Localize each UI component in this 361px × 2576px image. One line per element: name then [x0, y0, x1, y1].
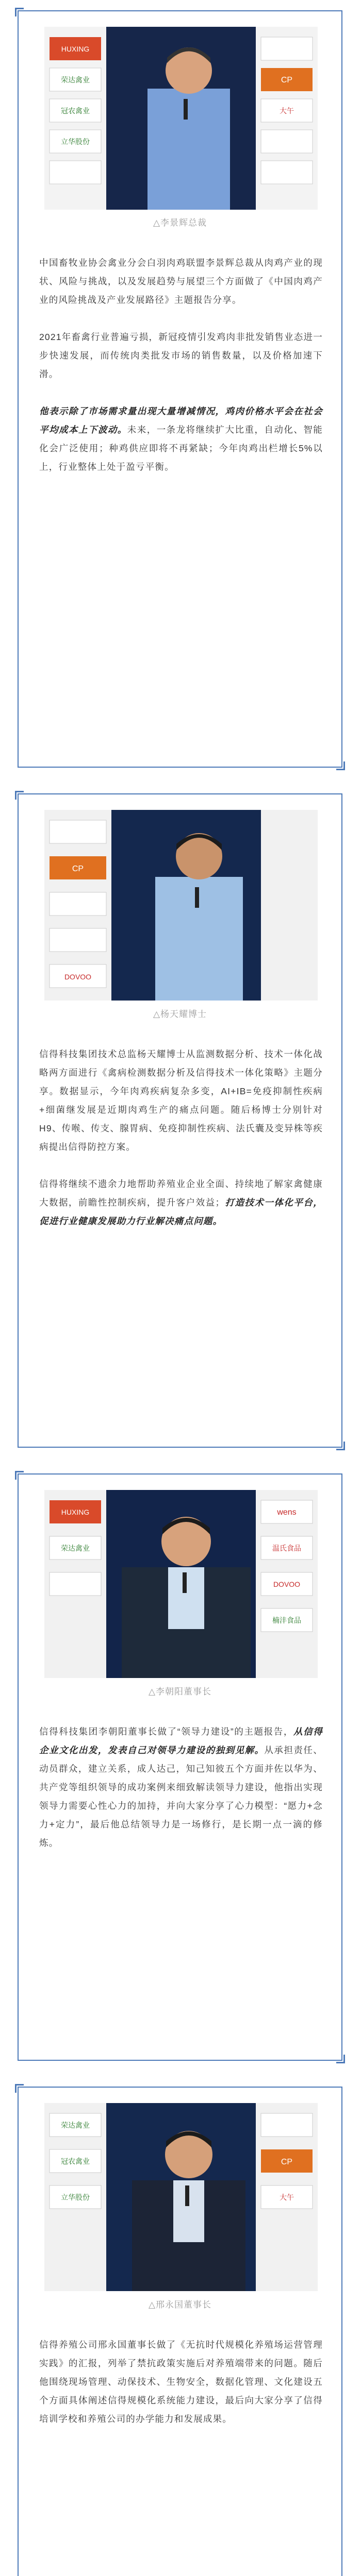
svg-text:荣达禽业: 荣达禽业: [61, 76, 90, 84]
body-text: 信得科技集团李朝阳董事长做了“领导力建设”的主题报告，: [39, 1726, 294, 1737]
paragraph: [39, 2335, 323, 2428]
svg-text:大午: 大午: [280, 2193, 294, 2201]
speaker-photo-yang-tianyao: [44, 810, 318, 1001]
speaker-photo-xing-yongguo: [44, 2103, 318, 2291]
body-text: 从承担责任、动员群众，建立关系，成人达己，知己知彼五个方面并佐以华为、共产党等组织领导的成功案例来细致解读领导力建设，他指出实现领导力需要心性心力的加持，并向大家分享了心力模型：“愿力+念力+定力”，最后他总结领导力是一场修行，是长期一点一滴的修炼。: [39, 1745, 323, 1848]
svg-text:立华股份: 立华股份: [61, 138, 90, 146]
section-card-yang-tianyao: [18, 793, 342, 1448]
body-text: 信得将继续不遗余力地帮助养殖业企业全面、持续地了解家禽健康大数据，前瞻性控制疾病，提升客户效益；: [39, 1179, 323, 1208]
body-text: 中国畜牧业协会禽业分会白羽肉鸡联盟李景辉总裁从肉鸡产业的现状、风险与挑战，以及发展趋势与展望三个方面做了《中国肉鸡产业的风险挑战及产业发展路径》主题报告分享。: [39, 258, 323, 305]
body-text: 未来，一条龙将继续扩大比重，自动化、智能化会广泛使用；种鸡供应即将不再紧缺；今年肉鸡出栏增长5%以上，行业整体上处于盈亏平衡。: [39, 425, 323, 472]
photo-caption: △李景辉总裁: [153, 218, 207, 228]
svg-text:HUXING: HUXING: [61, 45, 90, 53]
svg-text:冠农禽业: 冠农禽业: [61, 107, 90, 115]
section-text: [39, 1045, 323, 1249]
emphasis-text: 从信得企业文化出发，发表自己对领导力建设的独到见解。: [39, 1726, 323, 1755]
svg-text:温氏食品: 温氏食品: [272, 1544, 301, 1552]
photo-caption: △杨天耀博士: [153, 1009, 207, 1019]
paragraph: [39, 1175, 323, 1230]
svg-text:CP: CP: [72, 865, 84, 873]
emphasis-text: 打造技术一体化平台，促进行业健康发展助力行业解决痛点问题。: [39, 1197, 323, 1226]
section-text: [39, 253, 323, 495]
section-card-xing-yongguo: [18, 2087, 342, 2576]
section-text: [39, 2335, 323, 2447]
svg-text:wens: wens: [277, 1508, 297, 1517]
paragraph: [39, 402, 323, 476]
section-card-li-jinghui: [18, 10, 342, 768]
section-text: [39, 1722, 323, 1871]
photo-caption: △李朝阳董事长: [148, 1687, 212, 1697]
body-text: 信得养殖公司邢永国董事长做了《无抗时代规模化养殖场运营管理实践》的汇报，列举了禁抗政策实施后对养殖端带来的问题。随后他围绕现场管理、动保技术、生物安全，数据化管理、文化建设五个方面具体阐述信得规模化系统能力建设，最后向大家分享了信得培训学校和养殖公司的办学能力和发展成果。: [39, 2340, 323, 2424]
svg-text:大午: 大午: [280, 107, 294, 115]
paragraph: [39, 328, 323, 383]
paragraph: [39, 1722, 323, 1852]
svg-text:立华股份: 立华股份: [61, 2193, 90, 2201]
svg-text:CP: CP: [281, 2158, 293, 2166]
paragraph: [39, 1045, 323, 1156]
svg-text:DOVOO: DOVOO: [273, 1580, 301, 1588]
svg-text:HUXING: HUXING: [61, 1508, 90, 1516]
svg-text:荣达禽业: 荣达禽业: [61, 2121, 90, 2129]
svg-text:荣达禽业: 荣达禽业: [61, 1544, 90, 1552]
body-text: 2021年畜禽行业普遍亏损，新冠疫情引发鸡肉非批发销售业态进一步快速发展，而传统肉类批发市场的销售数量，以及价格加速下滑。: [39, 332, 323, 379]
paragraph: [39, 253, 323, 309]
svg-text:CP: CP: [281, 76, 293, 84]
svg-text:冠农禽业: 冠农禽业: [61, 2157, 90, 2165]
svg-text:DOVOO: DOVOO: [64, 973, 92, 981]
speaker-photo-li-chaoyang: [44, 1490, 318, 1678]
body-text: 信得科技集团技术总监杨天耀博士从监测数据分析、技术一体化战略两方面进行《禽病检测数据分析及信得技术一体化策略》主题分享。数据显示，今年肉鸡疾病复杂多变，AI+IB=免疫抑制性疾病+细菌继发展是近期肉鸡生产的痛点问题。随后杨博士分别针对H9、传喉、传支、腺胃病、免疫抑制性疾病、法氏囊及变异株等疾病提出信得防控方案。: [39, 1049, 323, 1152]
section-card-li-chaoyang: [18, 1473, 342, 2061]
emphasis-text: 他表示除了市场需求量出现大量增减情况，鸡肉价格水平会在社会平均成本上下波动。: [39, 406, 323, 435]
svg-text:楠沣食品: 楠沣食品: [272, 1616, 301, 1624]
photo-caption: △邢永国董事长: [148, 2300, 212, 2310]
speaker-photo-li-jinghui: [44, 27, 318, 210]
